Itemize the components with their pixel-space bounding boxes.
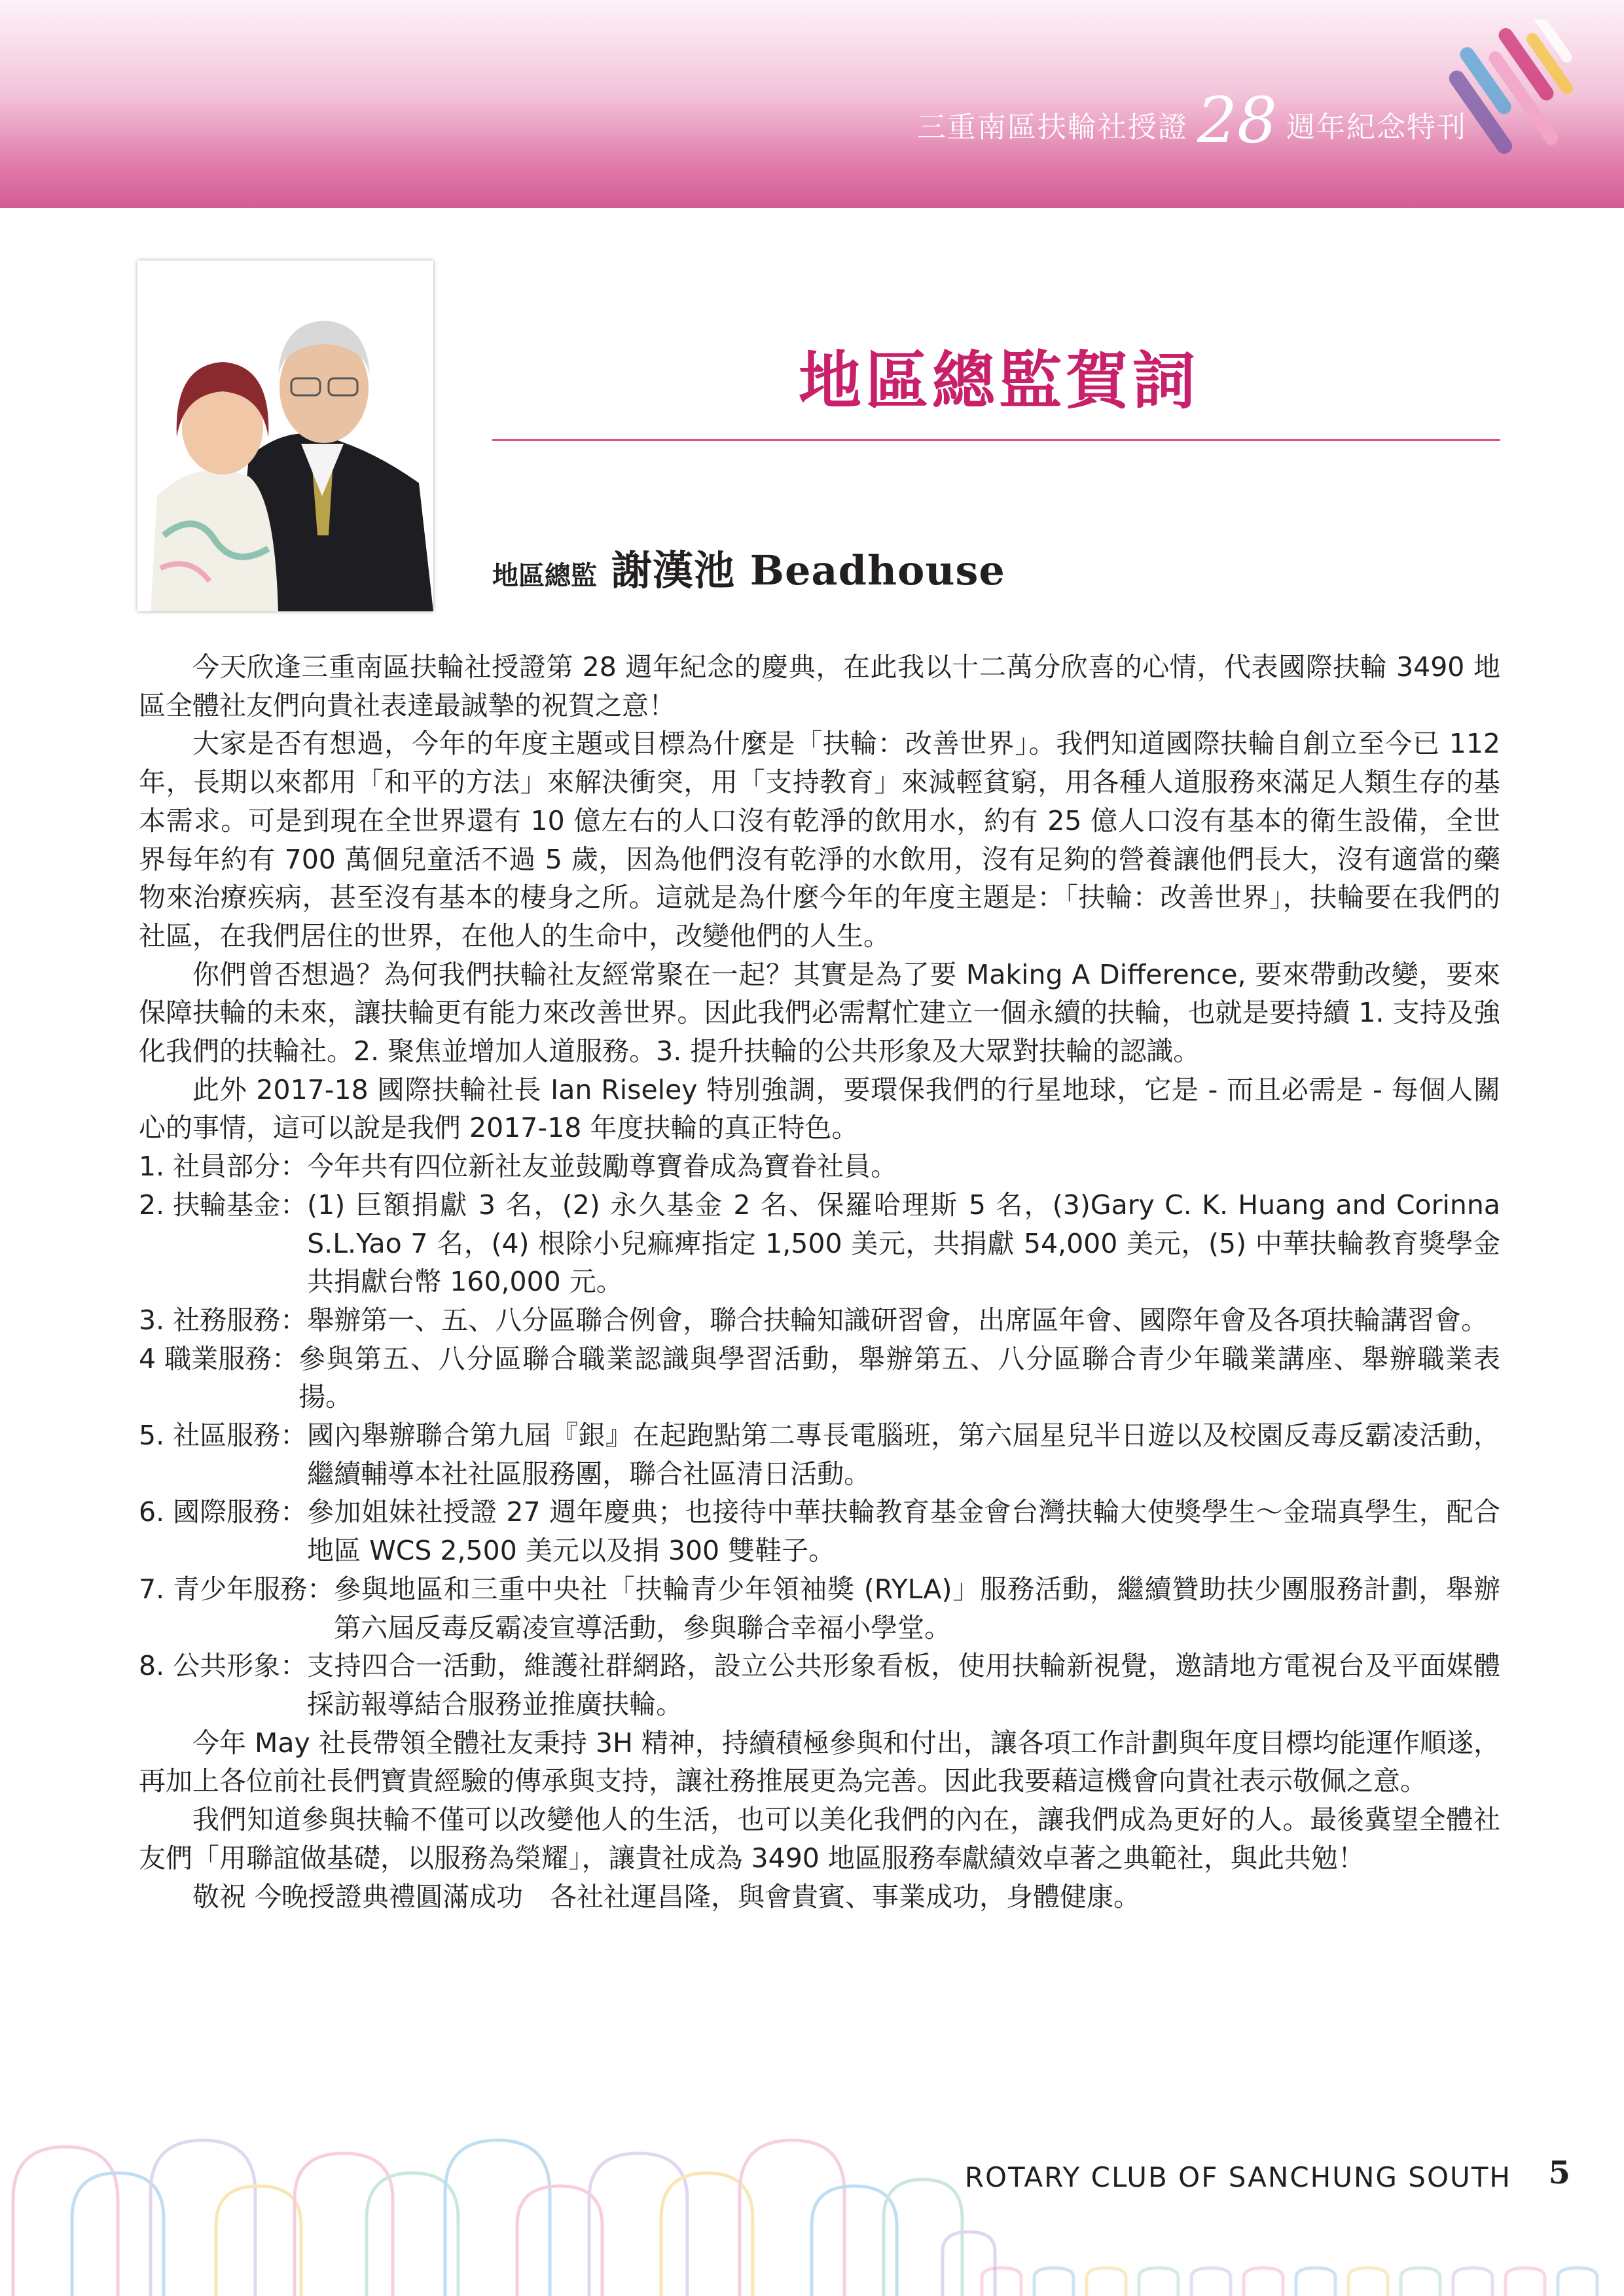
footer-arches-decoration	[0, 2121, 1624, 2296]
page-title: 地區總監賀詞	[799, 344, 1199, 418]
list-item-label: 2. 扶輪基金：	[139, 1189, 308, 1221]
author-role: 地區總監	[492, 561, 597, 591]
title-divider	[492, 439, 1500, 441]
list-item-text: 參加姐妹社授證 27 週年慶典；也接待中華扶輪教育基金會台灣扶輪大使獎學生～金瑞真學生，配合地區 WCS 2,500 美元以及捐 300 雙鞋子。	[307, 1496, 1500, 1567]
list-item-text: 參與地區和三重中央社「扶輪青少年領袖獎 (RYLA)」服務活動，繼續贊助扶少團服務計劃，舉辦第六屆反毒反霸凌宣導活動，參與聯合幸福小學堂。	[334, 1573, 1500, 1643]
list-item-label: 3. 社務服務：	[139, 1304, 308, 1336]
list-item-international-service	[139, 1493, 1500, 1570]
list-item-label: 5. 社區服務：	[139, 1420, 308, 1452]
list-item-text: (1) 巨額捐獻 3 名，(2) 永久基金 2 名、保羅哈理斯 5 名，(3)Gary C. K. Huang and Corinna S.L.Yao 7 名，(4) 根除小兒痲痺指定 1,500 美元，共捐獻 54,000 美元，(5) 中華扶輪教育獎學金共捐獻台幣 160,000 元。	[307, 1189, 1500, 1298]
list-item-text: 國內舉辦聯合第九屆『銀』在起跑點第二專長電腦班，第六屆星兒半日遊以及校園反毒反霸凌活動，繼續輔導本社社區服務團，聯合社區清日活動。	[307, 1420, 1500, 1490]
anniversary-number: 28	[1197, 84, 1277, 157]
header-decoration	[1447, 20, 1611, 177]
author-byline	[492, 538, 1005, 596]
list-item-vocational-service	[139, 1340, 1500, 1416]
author-name: 謝漢池 Beadhouse	[611, 547, 1005, 594]
list-item-foundation	[139, 1186, 1500, 1301]
footer-club-name: ROTARY CLUB OF SANCHUNG SOUTH	[964, 2161, 1511, 2193]
list-item-label: 1. 社員部分：	[139, 1151, 308, 1183]
list-item-label: 8. 公共形象：	[139, 1650, 308, 1682]
list-item-text: 舉辦第一、五、八分區聯合例會，聯合扶輪知識研習會，出席區年會、國際年會及各項扶輪講習會。	[307, 1304, 1489, 1336]
header-title-suffix: 週年紀念特刊	[1286, 111, 1467, 144]
list-item-youth-service	[139, 1570, 1500, 1647]
paragraph: 大家是否有想過，今年的年度主題或目標為什麼是「扶輪：改善世界」。我們知道國際扶輪自創立至今已 112 年，長期以來都用「和平的方法」來解決衝突，用「支持教育」來減輕貧窮，用各種人道服務來滿足人類生存的基本需求。可是到現在全世界還有 10 億左右的人口沒有乾淨的飲用水，約有 25 億人口沒有基本的衛生設備，全世界每年約有 700 萬個兒童活不過 5 歲，因為他們沒有乾淨的水飲用，沒有足夠的營養讓他們長大，沒有適當的藥物來治療疾病，甚至沒有基本的棲身之所。這就是為什麼今年的年度主題是：「扶輪：改善世界」，扶輪要在我們的社區，在我們居住的世界，在他人的生命中，改變他們的人生。	[139, 728, 1500, 952]
page-number: 5	[1548, 2155, 1570, 2191]
list-item-text: 支持四合一活動，維護社群網路，設立公共形象看板，使用扶輪新視覺，邀請地方電視台及平面媒體採訪報導結合服務並推廣扶輪。	[307, 1650, 1500, 1720]
list-item-text: 參與第五、八分區聯合職業認識與學習活動，舉辦第五、八分區聯合青少年職業講座、舉辦職業表揚。	[298, 1342, 1500, 1413]
governor-portrait-photo	[137, 260, 433, 611]
paragraph: 此外 2017-18 國際扶輪社長 Ian Riseley 特別強調，要環保我們的行星地球，它是 - 而且必需是 - 每個人關心的事情，這可以說是我們 2017-18 年度扶輪的真正特色。	[139, 1073, 1500, 1144]
paragraph: 今天欣逢三重南區扶輪社授證第 28 週年紀念的慶典，在此我以十二萬分欣喜的心情，代表國際扶輪 3490 地區全體社友們向貴社表達最誠摯的祝賀之意！	[139, 651, 1500, 721]
closing-greeting: 敬祝 今晚授證典禮圓滿成功 各社社運昌隆，與會貴賓、事業成功，身體健康。	[192, 1880, 1141, 1912]
list-item-label: 4 職業服務：	[139, 1342, 299, 1374]
paragraph: 今年 May 社長帶領全體社友秉持 3H 精神，持續積極參與和付出，讓各項工作計劃與年度目標均能運作順遂，再加上各位前社長們寶貴經驗的傳承與支持，讓社務推展更為完善。因此我要藉這機會向貴社表示敬佩之意。	[139, 1727, 1500, 1797]
list-item-club-service	[139, 1301, 1500, 1340]
article-body	[139, 648, 1500, 1916]
list-item-public-image	[139, 1647, 1500, 1723]
header-title-prefix: 三重南區扶輪社授證	[916, 111, 1188, 144]
list-item-community-service	[139, 1416, 1500, 1493]
header-title	[917, 85, 1467, 164]
paragraph: 你們曾否想過？為何我們扶輪社友經常聚在一起？其實是為了要 Making A Difference, 要來帶動改變，要來保障扶輪的未來，讓扶輪更有能力來改善世界。因此我們必需幫忙建立一個永續的扶輪，也就是要持續 1. 支持及強化我們的扶輪社。2. 聚焦並增加人道服務。3. 提升扶輪的公共形象及大眾對扶輪的認識。	[139, 958, 1500, 1067]
list-item-label: 6. 國際服務：	[139, 1496, 308, 1528]
list-item-label: 7. 青少年服務：	[139, 1573, 334, 1605]
list-item-text: 今年共有四位新社友並鼓勵尊寶眷成為寶眷社員。	[307, 1151, 898, 1183]
paragraph: 我們知道參與扶輪不僅可以改變他人的生活，也可以美化我們的內在，讓我們成為更好的人。最後冀望全體社友們「用聯誼做基礎，以服務為榮耀」，讓貴社成為 3490 地區服務奉獻績效卓著之典範社，與此共勉！	[139, 1804, 1500, 1874]
list-item-membership	[139, 1147, 1500, 1186]
